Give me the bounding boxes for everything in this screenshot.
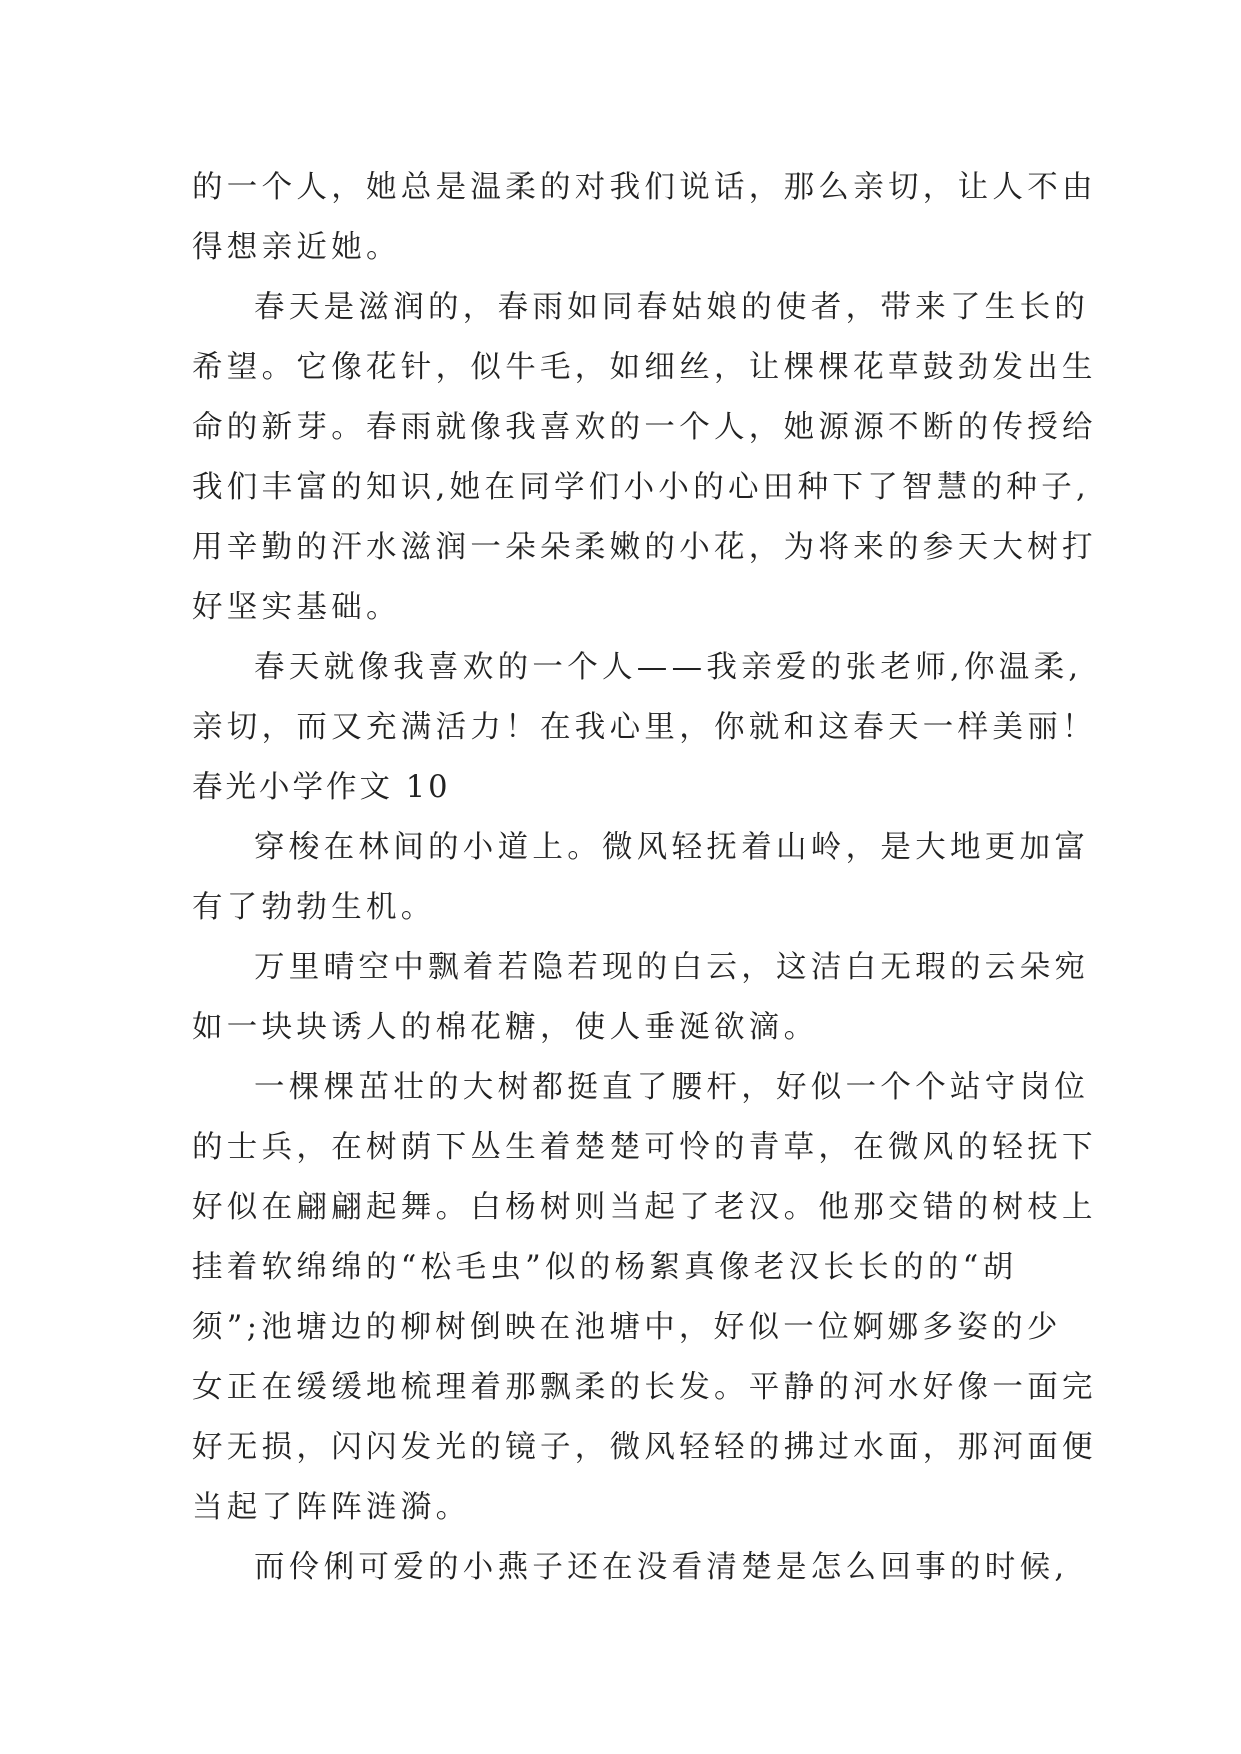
text-line: 的一个人，她总是温柔的对我们说话，那么亲切，让人不由 (192, 170, 1097, 205)
text-line: 好坚实基础。 (192, 590, 401, 625)
text-line: 有了勃勃生机。 (192, 890, 436, 925)
paragraph-start-line: 春天是滋润的，春雨如同春姑娘的使者，带来了生长的 (254, 290, 1090, 325)
text-line: 亲切，而又充满活力！在我心里，你就和这春天一样美丽！ (192, 710, 1097, 745)
text-line: 好似在翩翩起舞。白杨树则当起了老汉。他那交错的树枝上 (192, 1190, 1097, 1225)
text-line: 女正在缓缓地梳理着那飘柔的长发。平静的河水好像一面完 (192, 1370, 1097, 1405)
text-line: 须”;池塘边的柳树倒映在池塘中，好似一位婀娜多姿的少 (192, 1310, 1062, 1345)
text-line: 得想亲近她。 (192, 230, 401, 265)
paragraph-start-line: 而伶俐可爱的小燕子还在没看清楚是怎么回事的时候, (254, 1550, 1069, 1585)
text-line: 的士兵，在树荫下丛生着楚楚可怜的青草，在微风的轻抚下 (192, 1130, 1097, 1165)
text-line: 我们丰富的知识,她在同学们小小的心田种下了智慧的种子, (192, 470, 1090, 505)
paragraph-start-line: 一棵棵茁壮的大树都挺直了腰杆，好似一个个站守岗位 (254, 1070, 1090, 1105)
paragraph-start-line: 穿梭在林间的小道上。微风轻抚着山岭，是大地更加富 (254, 830, 1090, 865)
text-line: 挂着软绵绵的“松毛虫”似的杨絮真像老汉长长的的“胡 (192, 1250, 1018, 1285)
text-line: 如一块块诱人的棉花糖，使人垂涎欲滴。 (192, 1010, 819, 1045)
document-page (192, 158, 1097, 1598)
text-line: 命的新芽。春雨就像我喜欢的一个人，她源源不断的传授给 (192, 410, 1097, 445)
text-line: 希望。它像花针，似牛毛，如细丝，让棵棵花草鼓劲发出生 (192, 350, 1097, 385)
text-line: 好无损，闪闪发光的镜子，微风轻轻的拂过水面，那河面便 (192, 1430, 1097, 1465)
text-line: 用辛勤的汗水滋润一朵朵柔嫩的小花，为将来的参天大树打 (192, 530, 1097, 565)
text-line: 当起了阵阵涟漪。 (192, 1490, 471, 1525)
paragraph-start-line: 万里晴空中飘着若隐若现的白云，这洁白无瑕的云朵宛 (254, 950, 1090, 985)
paragraph-start-line: 春天就像我喜欢的一个人——我亲爱的张老师,你温柔, (254, 650, 1083, 685)
section-heading: 春光小学作文 10 (192, 770, 451, 805)
